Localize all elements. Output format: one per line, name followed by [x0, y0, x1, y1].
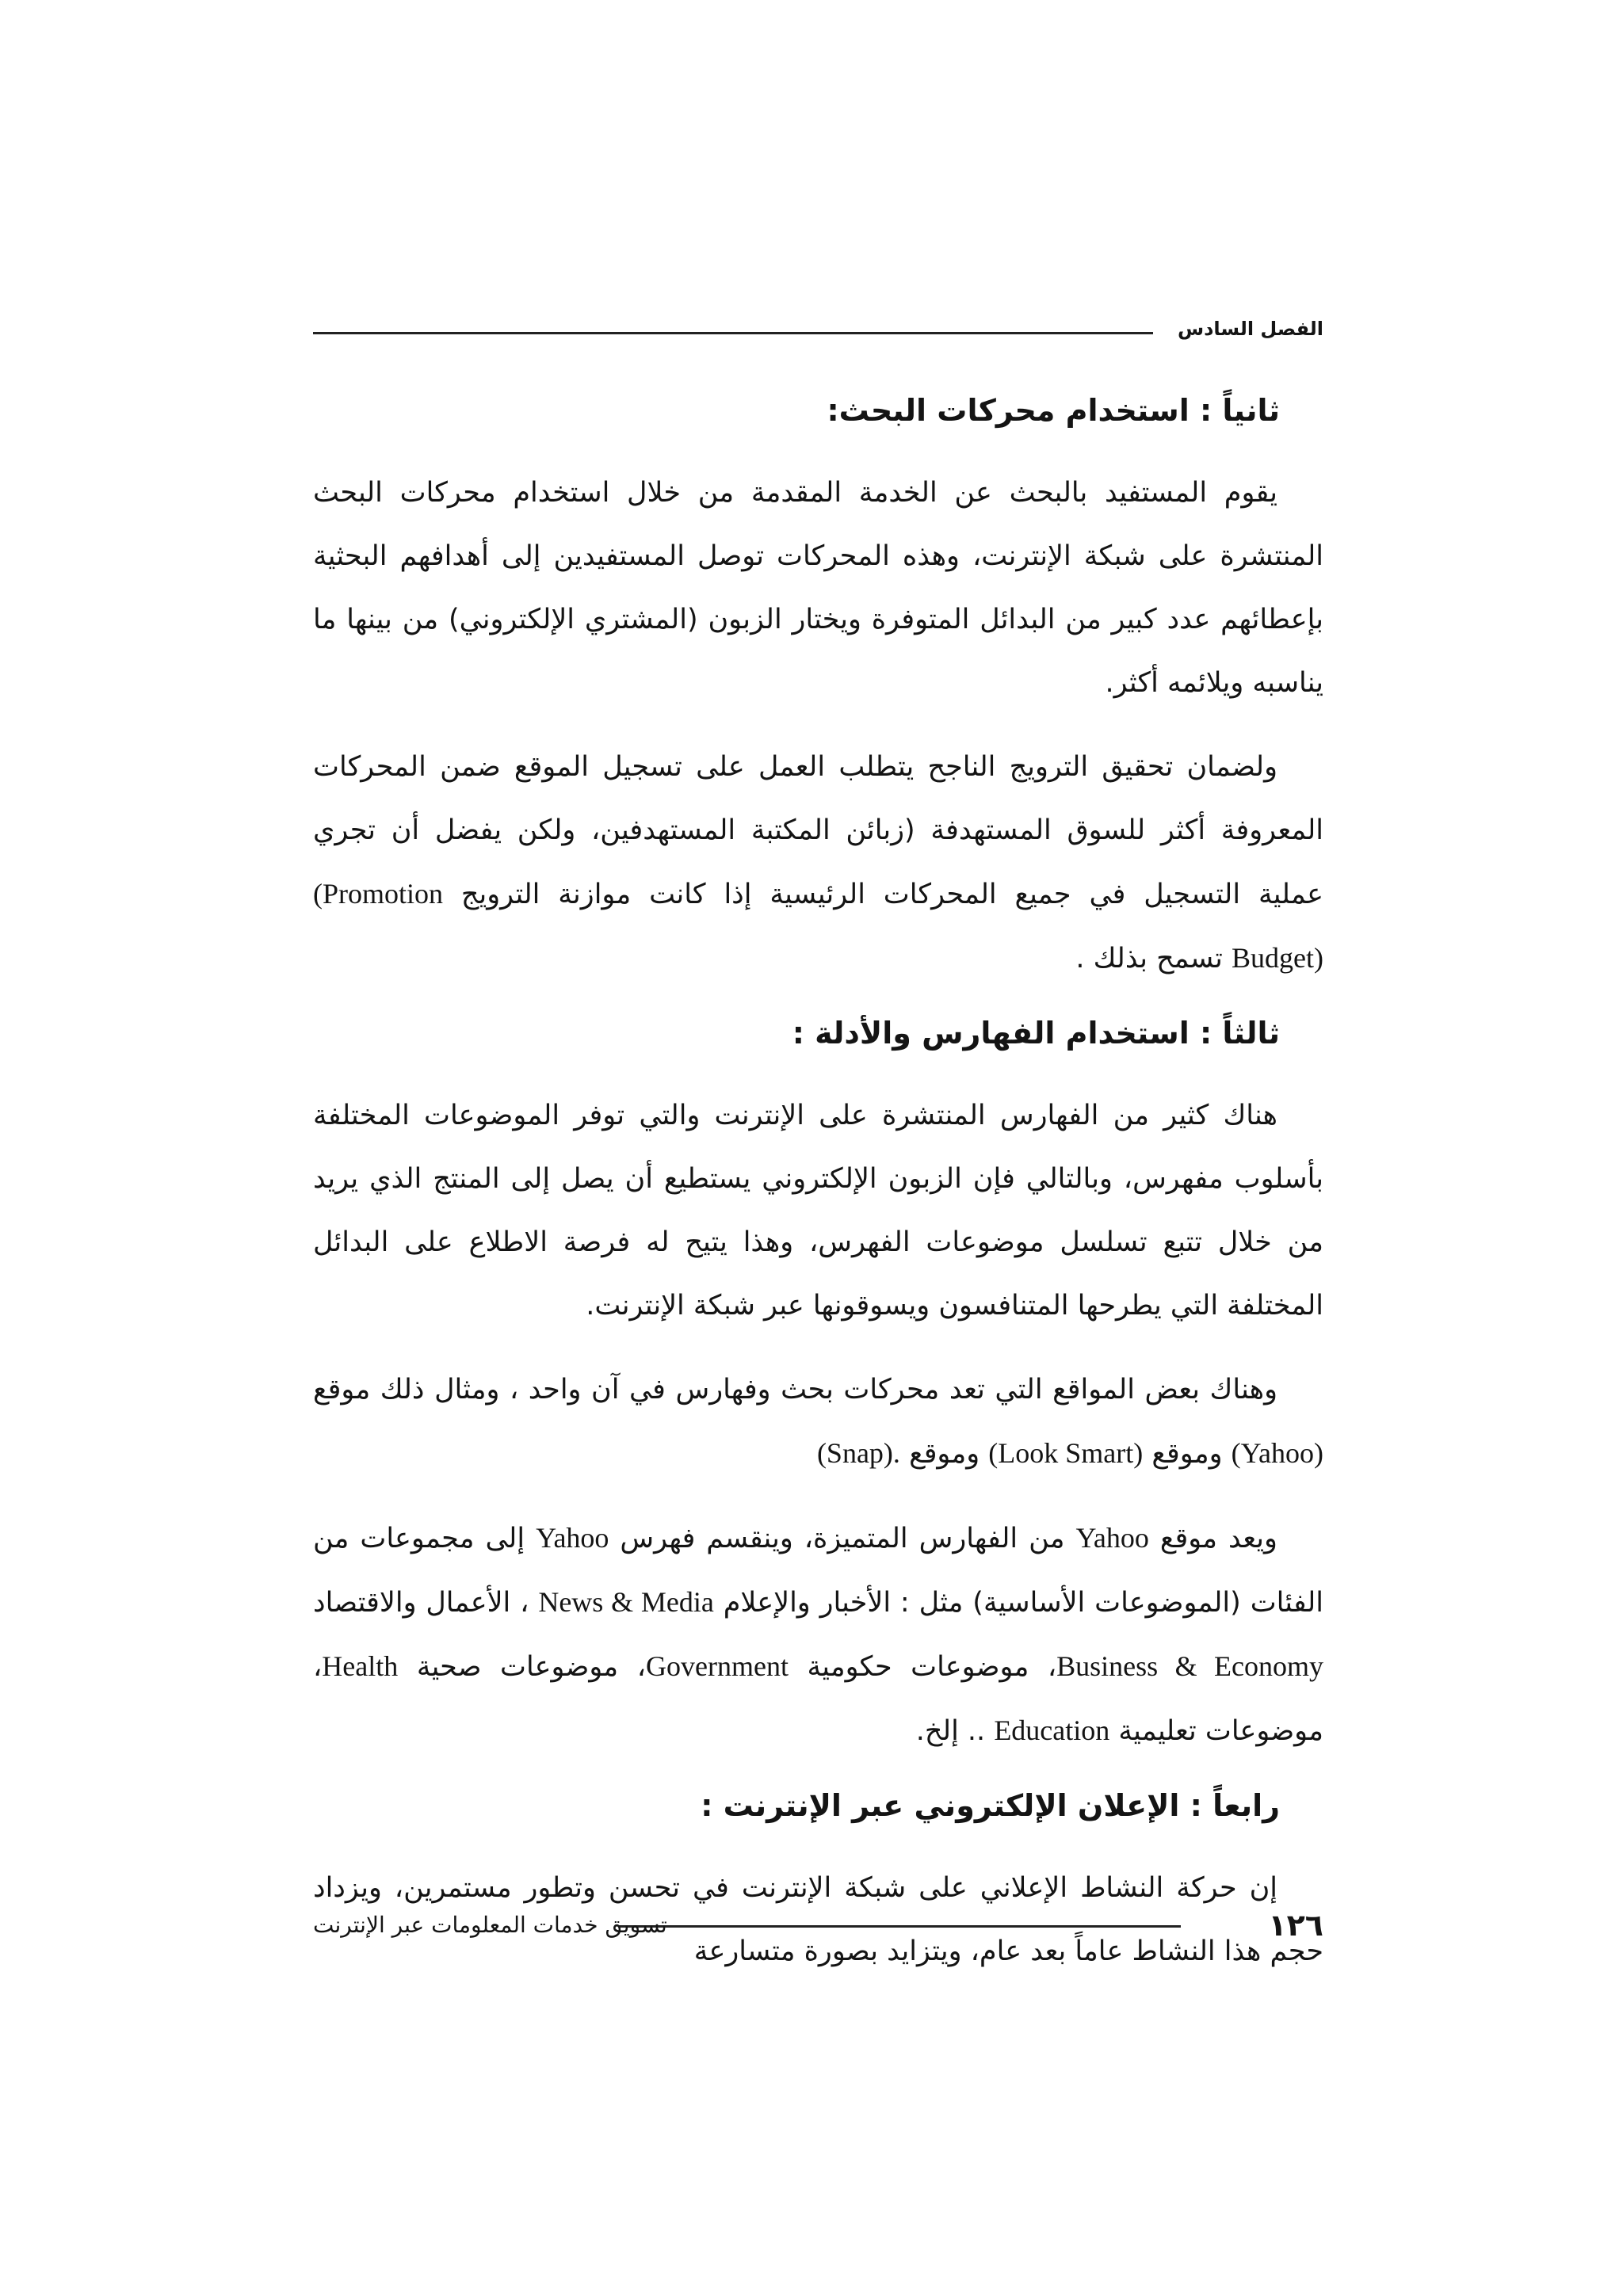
text-run: .. إلخ.: [915, 1715, 986, 1747]
latin-term: News & Media: [538, 1586, 714, 1618]
latin-term: (Yahoo): [1231, 1437, 1323, 1469]
latin-term: Health: [322, 1650, 399, 1682]
page-footer: [313, 1901, 1323, 1949]
text-run: إلى مجموعات من الفئات (الموضوعات الأساسية) مثل : الأخبار والإعلام: [313, 1523, 1323, 1619]
latin-term: (Look Smart): [988, 1437, 1144, 1469]
latin-term: (Promotion Budget): [313, 878, 1323, 974]
section-heading-search-engines: ثانياً : استخدام محركات البحث:: [827, 393, 1280, 428]
chapter-title: الفصل السادس: [1177, 318, 1323, 340]
paragraph: إن حركة النشاط الإعلاني على شبكة الإنترنت في تحسن وتطور مستمرين، ويزداد حجم هذا النشاط عاماً بعد عام، ويتزايد بصورة متسارعة: [313, 1872, 1323, 1967]
footer-rule: [618, 1925, 1181, 1928]
book-title: تسويق خدمات المعلومات عبر الإنترنت: [313, 1912, 667, 1938]
text-run: ، موضوعات حكومية: [807, 1651, 1057, 1683]
page-body: [313, 372, 1323, 2004]
paragraph: [313, 1358, 1323, 1486]
latin-term: Government: [646, 1650, 789, 1682]
paragraph: يقوم المستفيد بالبحث عن الخدمة المقدمة من خلال استخدام محركات البحث المنتشرة على شبكة الإنترنت، وهذه المحركات توصل المستفيدين إلى أهدافهم البحثية بإعطائهم عدد كبير من البدائل المتوفرة ويختار الزبون (المشتري الإلكتروني) من بينها ما يناسبه ويلائمه أكثر.: [313, 477, 1323, 699]
page-number: ١٢٦: [1268, 1908, 1323, 1943]
text-run: ، موضوعات صحية: [416, 1651, 646, 1683]
running-header: [313, 313, 1323, 345]
text-run: تسمح بذلك .: [1075, 943, 1223, 974]
latin-term: Yahoo: [536, 1522, 609, 1554]
latin-term: Business & Economy: [1056, 1650, 1323, 1682]
text-run: من الفهارس المتميزة، وينقسم فهرس: [620, 1523, 1065, 1554]
text-run: ، الأعمال والاقتصاد: [313, 1587, 529, 1619]
section-heading-directories: ثالثاً : استخدام الفهارس والأدلة :: [792, 1016, 1280, 1051]
latin-term: (Snap).: [816, 1437, 900, 1469]
section-heading-online-advertising: رابعاً : الإعلان الإلكتروني عبر الإنترنت :: [701, 1788, 1280, 1823]
latin-term: Education: [994, 1714, 1110, 1746]
text-run: وموقع: [1151, 1438, 1223, 1470]
latin-term: Yahoo: [1075, 1522, 1149, 1554]
header-rule: [313, 332, 1153, 334]
text-run: وموقع: [909, 1438, 980, 1470]
paragraph: [313, 1506, 1323, 1763]
text-run: ، موضوعات تعليمية: [313, 1651, 1323, 1747]
text-run: وهناك بعض المواقع التي تعد محركات بحث وفهارس في آن واحد ، ومثال ذلك موقع: [313, 1374, 1277, 1405]
paragraph: [313, 735, 1323, 990]
text-run: ولضمان تحقيق الترويج الناجح يتطلب العمل على تسجيل الموقع ضمن المحركات المعروفة أكثر للسوق المستهدفة (زبائن المكتبة المستهدفين، ولكن يفضل أن تجري عملية التسجيل في جميع المحركات الرئيسية إذا كانت موازنة الترويج: [313, 751, 1323, 910]
text-run: ويعد موقع: [1159, 1523, 1277, 1554]
paragraph: هناك كثير من الفهارس المنتشرة على الإنترنت والتي توفر الموضوعات المختلفة بأسلوب مفهرس، وبالتالي فإن الزبون الإلكتروني يستطيع أن يصل إلى المنتج الذي يريد من خلال تتبع تسلسل موضوعات الفهرس، وهذا يتيح له فرصة الاطلاع على البدائل المختلفة التي يطرحها المتنافسون ويسوقونها عبر شبكة الإنترنت.: [313, 1100, 1323, 1322]
